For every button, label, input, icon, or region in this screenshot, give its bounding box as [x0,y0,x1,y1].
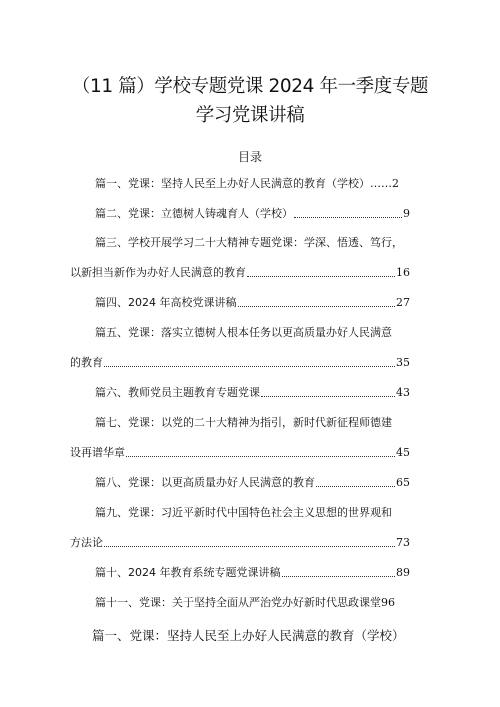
toc-entry-text: 设再谱华章 [70,446,125,459]
toc-entry-4[interactable] [95,296,410,310]
toc-entry-9-line-1[interactable]: 篇九、党课：习近平新时代中国特色社会主义思想的世界观和 [95,506,392,519]
toc-entry-2[interactable] [95,207,410,221]
toc-page-number: 2 [392,177,399,190]
toc-heading: 目录 [237,150,262,164]
toc-entry-text: 篇二、党课：立德树人铸魂育人（学校） [95,207,293,220]
toc-page-number: 9 [403,207,410,220]
toc-entry-7-line-1[interactable]: 篇七、党课：以党的二十大精神为指引，新时代新征程师德建 [95,416,392,429]
dot-leader [294,217,402,218]
toc-entry-5[interactable] [70,356,410,370]
dot-leader [104,546,395,547]
toc-entry-9[interactable] [70,536,410,550]
toc-entry-text: 篇十一、党课：关于坚持全面从严治党办好新时代思政课堂 [95,596,381,609]
toc-entry-text: 篇四、2024 年高校党课讲稿 [95,296,237,309]
dot-leader [104,366,395,367]
toc-page-number: 73 [396,536,410,549]
toc-page-number: 27 [396,296,410,309]
dot-leader [238,306,396,307]
toc-entry-text: 篇十、2024 年教育系统专题党课讲稿 [95,566,281,579]
first-section-heading: 篇一、党课：坚持人民至上办好人民满意的教育（学校） [92,628,405,643]
toc-entry-7[interactable] [70,446,410,460]
toc-entry-text: 篇八、党课：以更高质量办好人民满意的教育 [95,476,315,489]
toc-entry-8[interactable] [95,476,410,490]
toc-page-number: 65 [396,476,410,489]
toc-entry-5-line-1[interactable]: 篇五、党课：落实立德树人根本任务以更高质量办好人民满意 [95,326,392,339]
toc-page-number: 43 [396,386,410,399]
toc-entry-text: 的教育 [70,356,103,369]
toc-page-number: 89 [396,566,410,579]
toc-entry-text: 以新担当新作为办好人民满意的教育 [70,266,246,279]
toc-entry-text: 篇六、教师党员主题教育专题党课 [95,386,260,399]
toc-entry-text: 篇一、党课：坚持人民至上办好人民满意的教育（学校）…… [95,177,392,190]
toc-page-number: 45 [396,446,410,459]
dot-leader [282,576,396,577]
document-title-line-1: （11 篇）学校专题党课 2024 年一季度专题 [71,76,429,97]
dot-leader [316,486,395,487]
dot-leader [247,276,395,277]
toc-entry-3[interactable] [70,266,410,280]
toc-entry-10[interactable] [95,566,410,580]
toc-page-number: 96 [381,596,395,609]
dot-leader [126,456,395,457]
toc-page-number: 16 [396,266,410,279]
toc-entry-text: 方法论 [70,536,103,549]
document-title-line-2: 学习党课讲稿 [195,105,305,126]
dot-leader [261,396,395,397]
toc-entry-3-line-1[interactable]: 篇三、学校开展学习二十大精神专题党课：学深、悟透、笃行， [95,236,403,249]
toc-page-number: 35 [396,356,410,369]
toc-entry-6[interactable] [95,386,410,400]
toc-entry-1[interactable] [95,177,399,191]
toc-entry-11[interactable] [95,596,395,610]
